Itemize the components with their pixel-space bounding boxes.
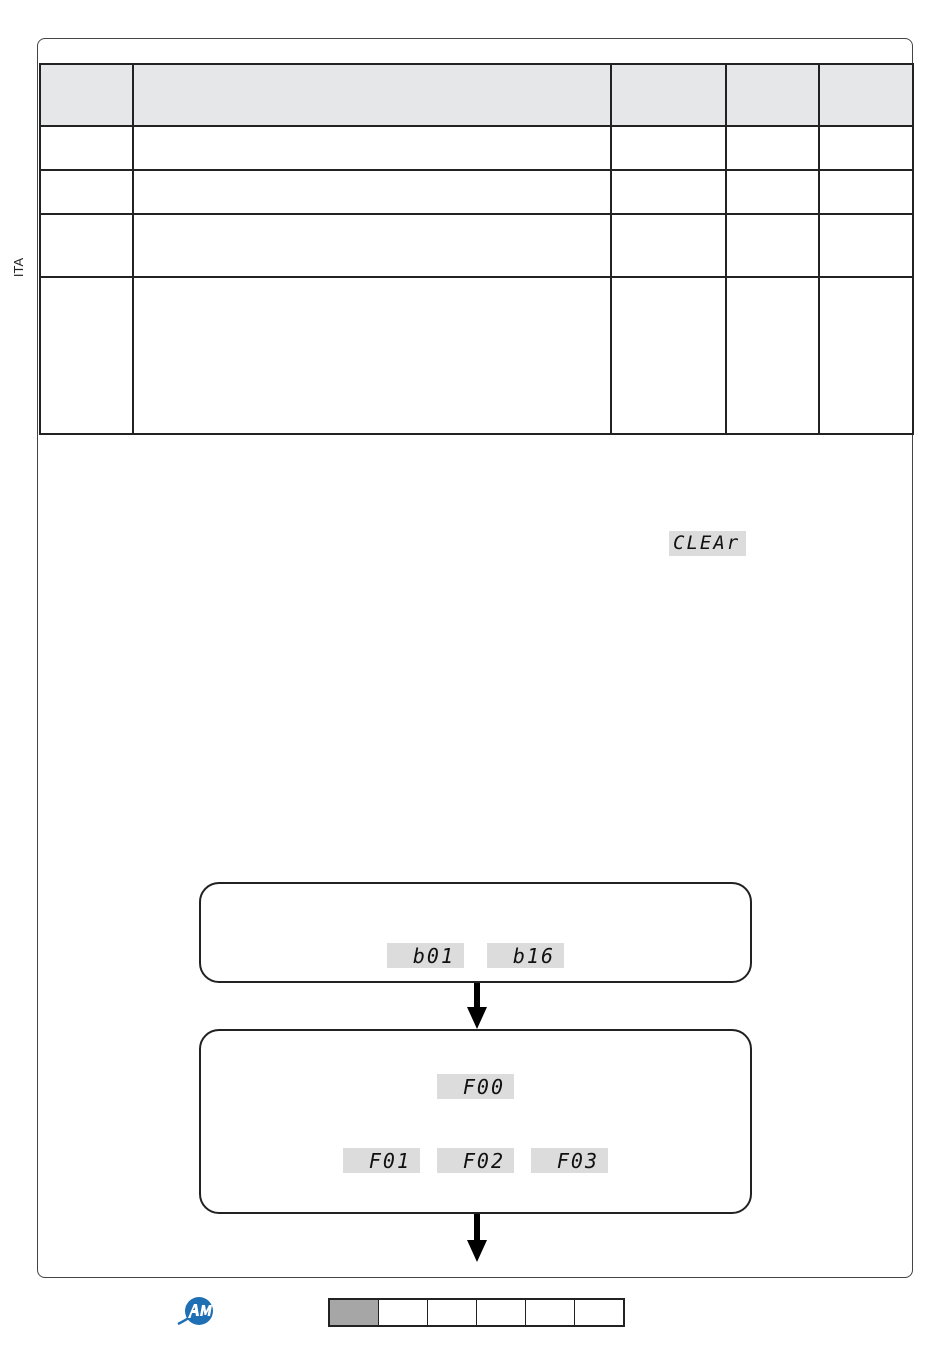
page-index-cell	[379, 1300, 428, 1325]
page-index-cell	[575, 1300, 623, 1325]
table-cell	[133, 277, 611, 434]
table-cell	[726, 214, 819, 277]
table-cell	[819, 214, 913, 277]
arrow-down-icon	[465, 983, 489, 1029]
table-header-cell	[726, 64, 819, 126]
page-index-cell-active	[330, 1300, 379, 1325]
table-row	[40, 277, 913, 434]
display-b01: b01	[387, 943, 464, 968]
table-header-cell	[819, 64, 913, 126]
table-row	[40, 126, 913, 170]
table-cell	[40, 126, 133, 170]
arrow-down-icon	[465, 1214, 489, 1262]
table-cell	[133, 170, 611, 214]
table-cell	[726, 277, 819, 434]
display-f02: F02	[437, 1148, 514, 1173]
parameters-table	[39, 63, 914, 435]
am-logo-icon	[176, 1296, 216, 1328]
page-index-cell	[428, 1300, 477, 1325]
clear-display-text: CLEAr	[669, 531, 746, 556]
flow-box-2	[199, 1029, 752, 1214]
table-cell	[819, 277, 913, 434]
table-cell	[819, 126, 913, 170]
table-cell	[611, 126, 726, 170]
table-cell	[726, 126, 819, 170]
display-f01: F01	[343, 1148, 420, 1173]
table-cell	[819, 170, 913, 214]
flow-box-1	[199, 882, 752, 983]
table-cell	[611, 214, 726, 277]
page-index-cell	[526, 1300, 575, 1325]
table-header-cell	[133, 64, 611, 126]
table-cell	[133, 126, 611, 170]
display-b16: b16	[487, 943, 564, 968]
table-cell	[726, 170, 819, 214]
clear-display-badge	[669, 531, 746, 556]
table-row	[40, 170, 913, 214]
display-f00: F00	[437, 1074, 514, 1099]
table-header-row	[40, 64, 913, 126]
display-f03: F03	[531, 1148, 608, 1173]
table-header-cell	[611, 64, 726, 126]
table-cell	[611, 277, 726, 434]
table-cell	[133, 214, 611, 277]
language-side-label: ITA	[11, 257, 27, 277]
table-cell	[611, 170, 726, 214]
table-cell	[40, 214, 133, 277]
table-cell	[40, 277, 133, 434]
table-header-cell	[40, 64, 133, 126]
table-cell	[40, 170, 133, 214]
page-index-bar	[328, 1298, 625, 1327]
table-row	[40, 214, 913, 277]
page-index-cell	[477, 1300, 526, 1325]
